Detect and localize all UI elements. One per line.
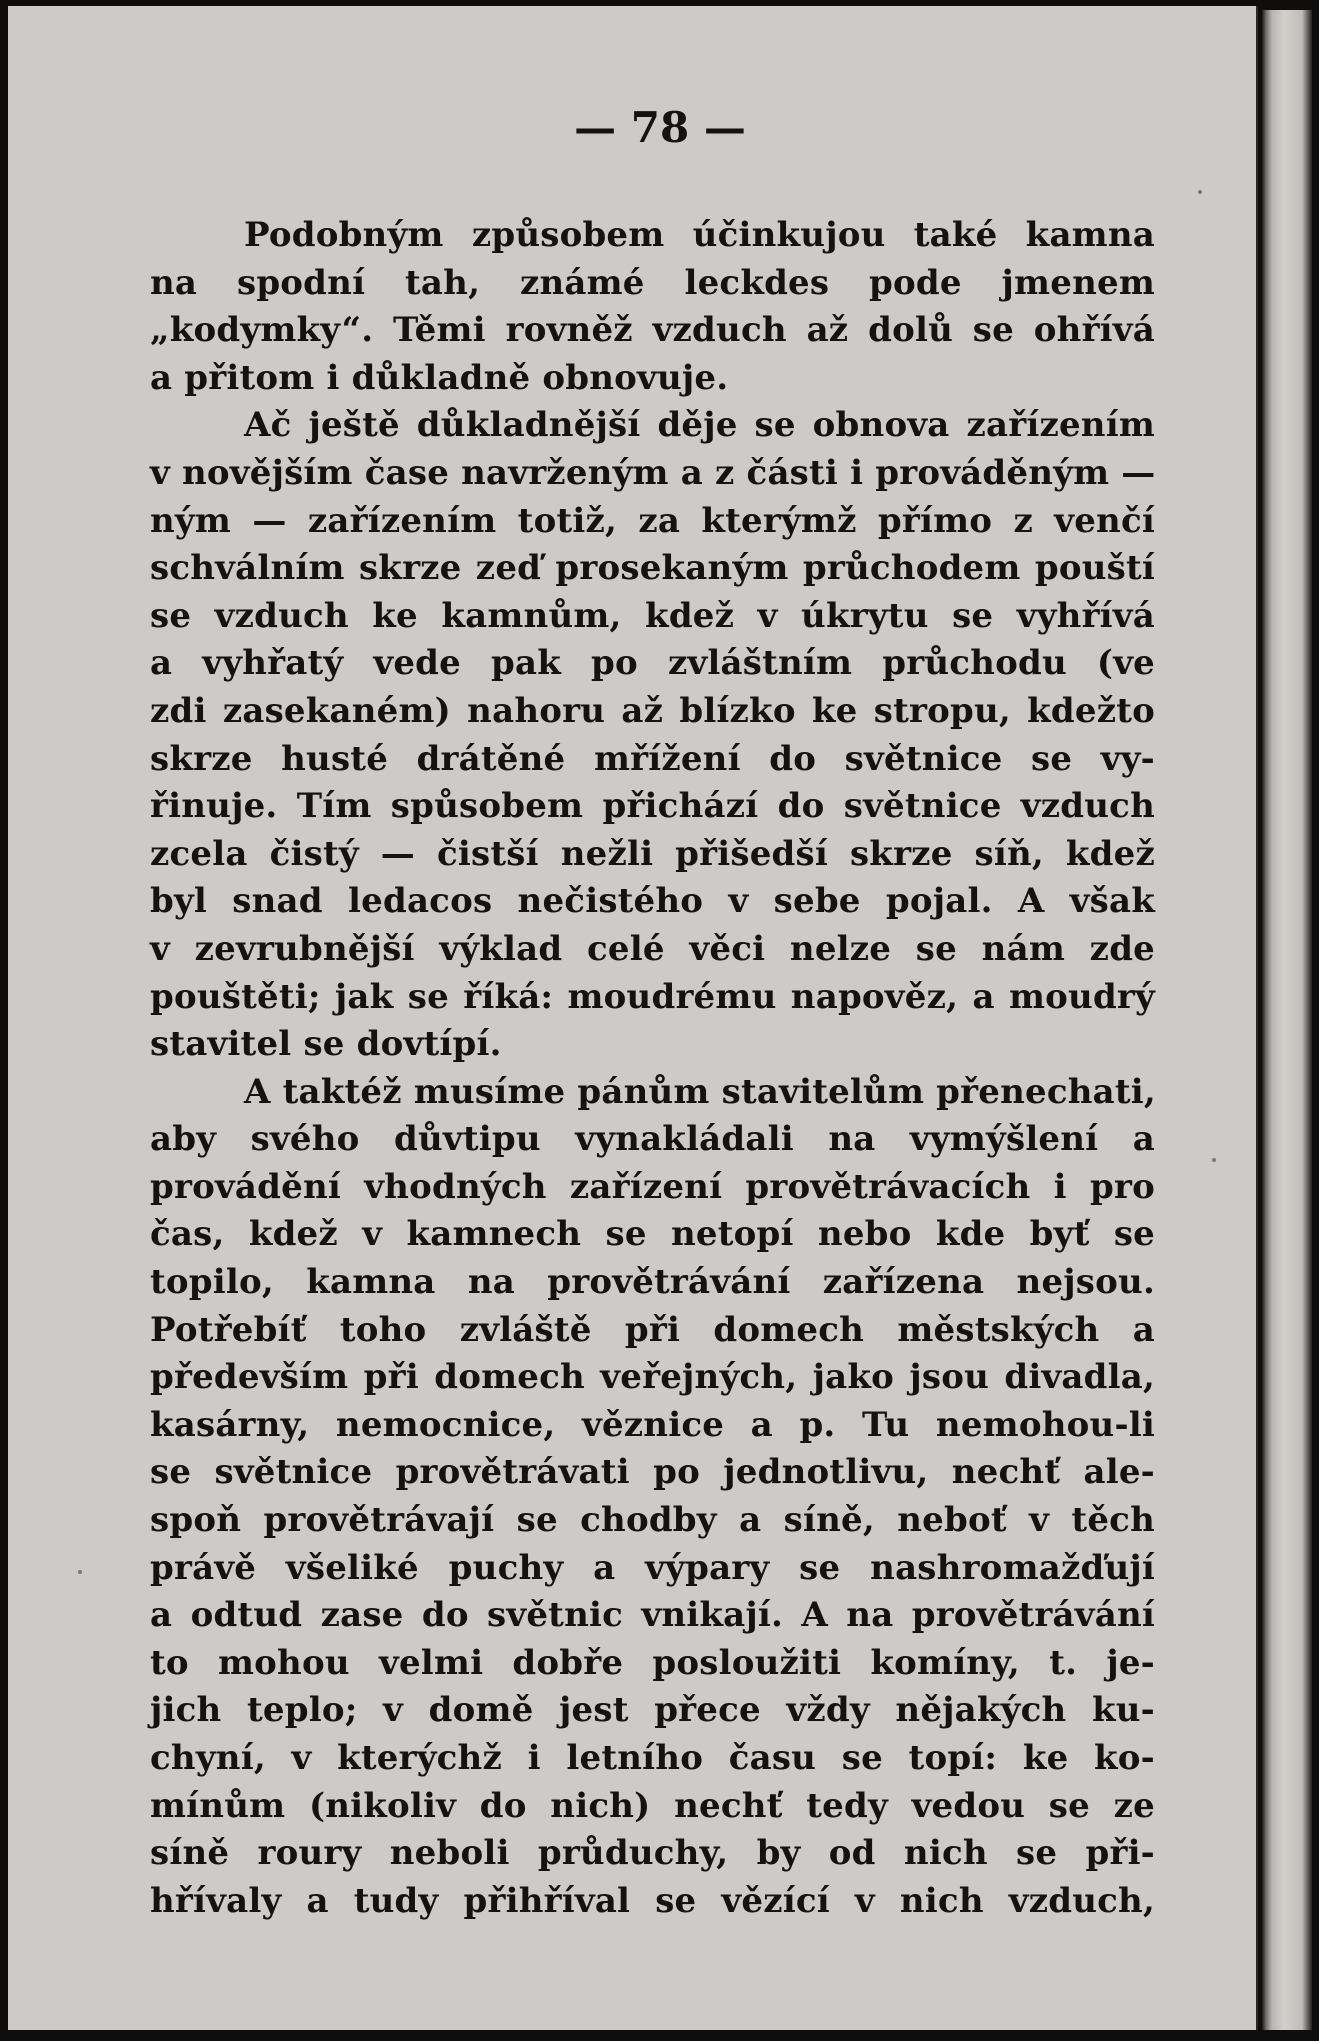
text-line: ným — zařízením totiž, za kterýmž přímo z venčí [150, 500, 1155, 541]
paper-speck [1212, 1158, 1216, 1162]
text-line: Ač ještě důkladnější děje se obnova zařízením [244, 405, 1155, 446]
text-line: jich teplo; v domě jest přece vždy nějakých ku- [150, 1690, 1155, 1731]
text-line: se vzduch ke kamnům, kdež v úkrytu se vyhřívá [150, 595, 1155, 636]
text-line: provádění vhodných zařízení provětrávacích i pro [150, 1166, 1155, 1207]
text-line: právě všeliké puchy a výpary se nashromažďují [150, 1547, 1155, 1588]
text-line: v zevrubnější výklad celé věci nelze se nám zde [150, 928, 1155, 969]
text-line: topilo, kamna na provětrávání zařízena nejsou. [150, 1262, 1155, 1303]
text-line: hřívaly a tudy přihříval se vězící v nich vzduch, [150, 1880, 1155, 1921]
page-edge [1262, 10, 1312, 2030]
text-line: A taktéž musíme pánům stavitelům přenechati, [244, 1071, 1156, 1112]
paper-speck [78, 1570, 82, 1574]
text-line: a vyhřatý vede pak po zvláštním průchodu (ve [150, 643, 1155, 684]
page-number: — 78 — [574, 103, 746, 152]
text-line: pouštěti; jak se říká: moudrému napověz, a moudrý [150, 976, 1155, 1017]
text-line: především při domech veřejných, jako jsou divadla, [150, 1357, 1155, 1398]
text-line: řinuje. Tím spůsobem přichází do světnice vzduch [150, 786, 1155, 827]
text-line: „kodymky“. Těmi rovněž vzduch až dolů se ohřívá [150, 310, 1155, 351]
text-line: čas, kdež v kamnech se netopí nebo kde byť se [150, 1214, 1155, 1255]
text-line: Podobným způsobem účinkujou také kamna [244, 215, 1155, 255]
body-text [150, 212, 1155, 1925]
text-line: na spodní tah, známé leckdes pode jmenem [150, 262, 1155, 303]
text-line: mínům (nikoliv do nich) nechť tedy vedou se ze [150, 1785, 1155, 1826]
text-line: byl snad ledacos nečistého v sebe pojal. A však [150, 881, 1155, 922]
text-line: a přitom i důkladně obnovuje. [150, 357, 729, 398]
text-line: stavitel se dovtípí. [150, 1024, 502, 1065]
text-line: síně roury neboli průduchy, by od nich se při- [150, 1833, 1155, 1874]
text-line: v novějším čase navrženým a z části i prováděným — [150, 452, 1156, 493]
text-line: se světnice provětrávati po jednotlivu, nechť ale- [150, 1452, 1155, 1493]
text-line: aby svého důvtipu vynakládali na vymýšlení a [150, 1119, 1155, 1160]
text-line: chyní, v kterýchž i letního času se topí: ke ko- [150, 1738, 1155, 1778]
text-line: spoň provětrávají se chodby a síně, neboť v těch [150, 1500, 1155, 1541]
text-line: zdi zasekaném) nahoru až blízko ke stropu, kdežto [150, 690, 1155, 731]
text-line: schválním skrze zeď prosekaným průchodem pouští [150, 548, 1155, 589]
text-line: kasárny, nemocnice, věznice a p. Tu nemohou-li [150, 1404, 1155, 1445]
text-line: to mohou velmi dobře posloužiti komíny, t. je- [150, 1642, 1155, 1683]
paper-speck [1198, 190, 1202, 194]
text-line: zcela čistý — čistší nežli přišedší skrze síň, kdež [150, 833, 1155, 874]
text-line: Potřebíť toho zvláště při domech městských a [150, 1309, 1155, 1350]
text-line: skrze husté drátěné mřížení do světnice se vy- [150, 738, 1155, 779]
text-line: a odtud zase do světnic vnikají. A na provětrávání [150, 1595, 1155, 1636]
